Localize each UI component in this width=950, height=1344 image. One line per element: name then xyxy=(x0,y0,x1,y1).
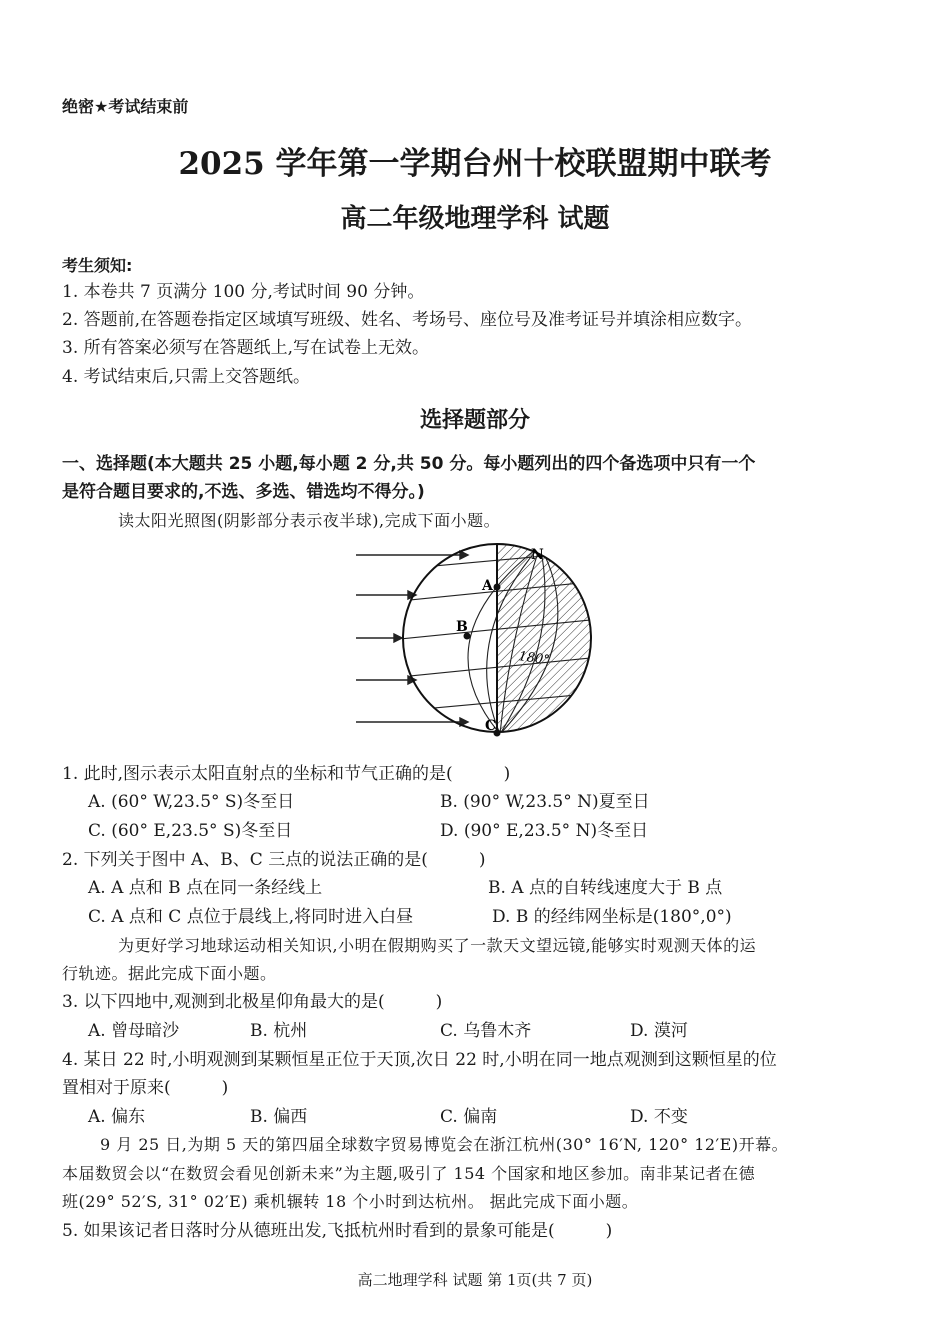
label-180: 180° xyxy=(517,649,551,669)
q3-stem: 3. 以下四地中,观测到北极星仰角最大的是( ) xyxy=(62,992,443,1012)
passage2-line1: 为更好学习地球运动相关知识,小明在假期购买了一款天文望远镜,能够实时观测天体的运 xyxy=(118,936,757,955)
q1-option-a: A. (60° W,23.5° S)冬至日 xyxy=(88,792,295,812)
passage3-line2: 本届数贸会以“在数贸会看见创新未来”为主题,吸引了 154 个国家和地区参加。南非某记者在德 xyxy=(62,1164,756,1183)
q1-option-d: D. (90° E,23.5° N)冬至日 xyxy=(440,821,649,841)
q2-option-a: A. A 点和 B 点在同一条经线上 xyxy=(88,878,323,898)
q3-option-b: B. 杭州 xyxy=(250,1021,308,1041)
passage3-line3: 班(29° 52′S, 31° 02′E) 乘机辗转 18 个小时到达杭州。 据此完成下面小题。 xyxy=(62,1192,639,1211)
label-b: B xyxy=(456,619,468,635)
q2-option-d: D. B 的经纬网坐标是(180°,0°) xyxy=(492,907,732,927)
notice-item-1: 1. 本卷共 7 页满分 100 分,考试时间 90 分钟。 xyxy=(62,282,425,302)
q4-option-a: A. 偏东 xyxy=(88,1107,146,1127)
passage3-line1: 9 月 25 日,为期 5 天的第四届全球数字贸易博览会在浙江杭州(30° 16′N, 120° 12′E)开幕。 xyxy=(100,1135,789,1154)
q2-option-c: C. A 点和 C 点位于晨线上,将同时进入白昼 xyxy=(88,907,414,927)
q2-stem: 2. 下列关于图中 A、B、C 三点的说法正确的是( ) xyxy=(62,850,486,870)
label-c: C xyxy=(485,718,497,734)
q1-stem: 1. 此时,图示表示太阳直射点的坐标和节气正确的是( ) xyxy=(62,764,511,784)
q3-option-a: A. 曾母暗沙 xyxy=(88,1021,180,1041)
part1-intro-line2: 是符合题目要求的,不选、多选、错选均不得分。) xyxy=(62,482,425,502)
q3-option-c: C. 乌鲁木齐 xyxy=(440,1021,532,1041)
q5-stem: 5. 如果该记者日落时分从德班出发,飞抵杭州时看到的景象可能是( ) xyxy=(62,1221,613,1241)
section-title: 选择题部分 xyxy=(419,407,530,433)
label-a: A xyxy=(482,578,493,594)
notice-item-2: 2. 答题前,在答题卷指定区域填写班级、姓名、考场号、座位号及准考证号并填涂相应数字。 xyxy=(62,310,753,330)
notice-item-3: 3. 所有答案必须写在答题纸上,写在试卷上无效。 xyxy=(62,338,430,358)
q3-option-d: D. 漠河 xyxy=(630,1021,688,1041)
point-a xyxy=(494,584,501,591)
sun-rays xyxy=(356,551,468,726)
passage2-line2: 行轨迹。据此完成下面小题。 xyxy=(62,964,277,983)
q4-option-b: B. 偏西 xyxy=(250,1107,308,1127)
q2-option-b: B. A 点的自转线速度大于 B 点 xyxy=(488,878,723,898)
night-hemisphere xyxy=(497,544,600,735)
q4-stem-line2: 置相对于原来( ) xyxy=(62,1078,229,1098)
page-footer: 高二地理学科 试题 第 1页(共 7 页) xyxy=(357,1271,593,1289)
q4-stem-line1: 4. 某日 22 时,小明观测到某颗恒星正位于天顶,次日 22 时,小明在同一地点观测到这颗恒星的位 xyxy=(62,1050,777,1070)
exam-subtitle: 高二年级地理学科 试题 xyxy=(340,204,610,234)
sunlight-diagram xyxy=(350,540,600,740)
secret-mark: 绝密★考试结束前 xyxy=(62,97,189,116)
part1-intro-line1: 一、选择题(本大题共 25 小题,每小题 2 分,共 50 分。每小题列出的四个备选项中只有一个 xyxy=(62,454,756,474)
label-n: N xyxy=(531,547,544,563)
q1-option-c: C. (60° E,23.5° S)冬至日 xyxy=(88,821,293,841)
exam-title: 2025 学年第一学期台州十校联盟期中联考 xyxy=(178,146,772,182)
notice-item-4: 4. 考试结束后,只需上交答题纸。 xyxy=(62,367,311,387)
q1-option-b: B. (90° W,23.5° N)夏至日 xyxy=(440,792,650,812)
figure-instruction: 读太阳光照图(阴影部分表示夜半球),完成下面小题。 xyxy=(118,511,501,530)
q4-option-c: C. 偏南 xyxy=(440,1107,498,1127)
notice-heading: 考生须知: xyxy=(62,256,133,275)
q4-option-d: D. 不变 xyxy=(630,1107,688,1127)
